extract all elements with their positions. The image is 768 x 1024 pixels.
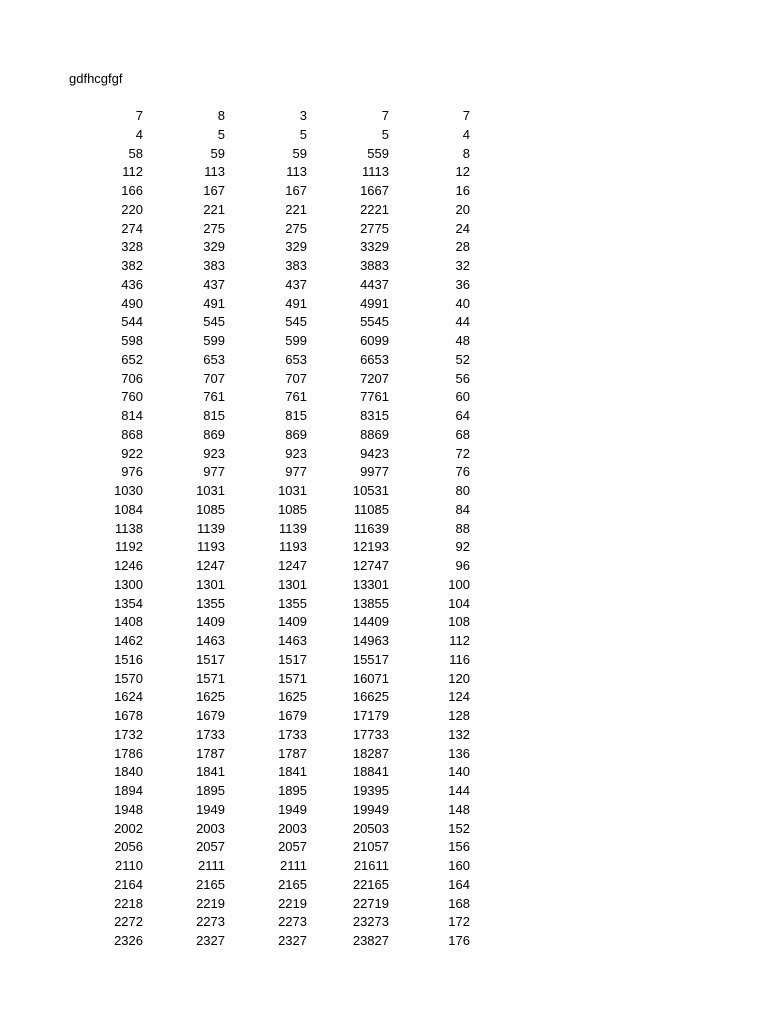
table-cell: 2273	[278, 914, 307, 930]
table-cell: 274	[121, 220, 143, 236]
table-cell: 21611	[353, 858, 389, 873]
table-row	[60, 782, 470, 801]
table-cell: 598	[121, 333, 143, 348]
table-cell: 1085	[196, 501, 225, 517]
table-cell: 124	[448, 689, 470, 705]
table-cell: 1300	[114, 576, 143, 592]
table-cell: 164	[448, 876, 470, 892]
table-cell: 7207	[360, 370, 389, 386]
table-row	[60, 538, 470, 557]
table-cell: 868	[121, 426, 143, 442]
table-cell: 1949	[278, 801, 307, 817]
table-cell: 1139	[197, 520, 225, 536]
table-cell: 12193	[352, 539, 389, 555]
table-row	[60, 613, 470, 632]
table-cell: 815	[203, 408, 225, 423]
table-cell: 7761	[360, 389, 389, 405]
table-cell: 328	[121, 239, 143, 255]
table-cell: 9423	[360, 445, 389, 461]
table-cell: 4	[462, 126, 470, 142]
table-cell: 1192	[115, 539, 143, 555]
table-cell: 1354	[114, 595, 143, 611]
table-cell: 176	[448, 933, 470, 948]
table-cell: 22719	[352, 895, 389, 911]
table-cell: 148	[448, 801, 470, 817]
table-cell: 1840	[114, 764, 143, 780]
table-cell: 976	[121, 464, 143, 480]
table-cell: 2165	[196, 876, 225, 892]
table-cell: 15517	[352, 651, 389, 667]
table-row	[60, 426, 470, 445]
table-row	[60, 876, 470, 895]
table-row	[60, 482, 470, 501]
table-row	[60, 107, 470, 126]
table-cell: 172	[448, 914, 470, 930]
table-row	[60, 276, 470, 295]
table-cell: 100	[448, 576, 470, 592]
table-cell: 1246	[114, 558, 143, 573]
table-cell: 1678	[114, 708, 143, 723]
table-cell: 7	[462, 108, 470, 123]
table-cell: 544	[121, 314, 143, 330]
table-cell: 1113	[362, 164, 389, 180]
table-row	[60, 295, 470, 314]
table-row	[60, 370, 470, 389]
table-cell: 7	[381, 108, 389, 123]
table-cell: 92	[455, 539, 470, 555]
table-cell: 23273	[352, 914, 389, 930]
table-cell: 1301	[196, 576, 225, 592]
table-cell: 167	[203, 183, 225, 198]
table-cell: 113	[286, 164, 307, 180]
table-body	[60, 107, 470, 951]
table-cell: 8869	[360, 426, 389, 442]
table-cell: 491	[203, 295, 225, 311]
table-cell: 2111	[280, 858, 307, 873]
table-row	[60, 145, 470, 164]
table-cell: 2110	[115, 858, 143, 873]
table-cell: 923	[285, 445, 307, 461]
table-cell: 68	[455, 426, 470, 442]
table-cell: 76	[455, 464, 470, 480]
table-cell: 113	[204, 164, 225, 180]
table-row	[60, 445, 470, 464]
table-cell: 23827	[352, 933, 389, 948]
table-cell: 221	[285, 201, 307, 217]
table-cell: 2218	[114, 895, 143, 911]
table-row	[60, 463, 470, 482]
table-cell: 17179	[352, 708, 389, 723]
table-row	[60, 838, 470, 857]
table-cell: 8	[217, 108, 225, 123]
table-cell: 52	[455, 351, 470, 367]
table-cell: 1786	[114, 745, 143, 761]
table-cell: 707	[285, 370, 307, 386]
table-cell: 58	[128, 145, 143, 161]
table-cell: 1949	[196, 801, 225, 817]
table-cell: 104	[448, 595, 470, 611]
table-cell: 32	[455, 258, 470, 273]
table-row	[60, 932, 470, 951]
table-cell: 977	[285, 464, 307, 480]
table-cell: 96	[455, 558, 470, 573]
table-cell: 2219	[278, 895, 307, 911]
table-cell: 168	[448, 895, 470, 911]
table-cell: 2326	[114, 933, 143, 948]
table-cell: 2775	[360, 220, 389, 236]
table-cell: 1732	[114, 726, 143, 742]
table-cell: 60	[455, 389, 470, 405]
table-row	[60, 201, 470, 220]
table-cell: 1517	[278, 651, 307, 667]
table-cell: 1787	[278, 745, 307, 761]
table-row	[60, 351, 470, 370]
table-cell: 2111	[198, 858, 225, 873]
table-cell: 24	[455, 220, 470, 236]
table-cell: 1517	[196, 651, 225, 667]
table-cell: 437	[203, 276, 225, 292]
table-cell: 275	[203, 220, 225, 236]
table-cell: 136	[448, 745, 470, 761]
table-cell: 12	[455, 164, 470, 180]
table-cell: 1571	[196, 670, 225, 686]
table-cell: 8315	[360, 408, 389, 423]
table-cell: 814	[121, 408, 143, 423]
table-cell: 1571	[278, 670, 307, 686]
table-cell: 2327	[278, 933, 307, 948]
table-row	[60, 520, 470, 539]
table-cell: 653	[203, 351, 225, 367]
table-cell: 1355	[196, 595, 225, 611]
data-table	[60, 107, 470, 951]
table-cell: 760	[121, 389, 143, 405]
table-cell: 40	[455, 295, 470, 311]
table-cell: 1409	[196, 614, 225, 630]
table-cell: 653	[285, 351, 307, 367]
table-row	[60, 763, 470, 782]
table-cell: 706	[121, 370, 143, 386]
table-cell: 18287	[352, 745, 389, 761]
table-row	[60, 501, 470, 520]
table-cell: 88	[455, 520, 470, 536]
table-cell: 977	[203, 464, 225, 480]
table-cell: 3883	[360, 258, 389, 273]
table-cell: 1841	[196, 764, 225, 780]
table-cell: 1625	[196, 689, 225, 705]
table-cell: 156	[448, 839, 470, 855]
page-title: gdfhcgfgf	[69, 71, 123, 86]
table-row	[60, 595, 470, 614]
table-cell: 1733	[196, 726, 225, 742]
table-row	[60, 726, 470, 745]
table-cell: 4	[135, 126, 143, 142]
table-cell: 112	[122, 164, 143, 180]
table-cell: 5	[299, 126, 307, 142]
table-cell: 108	[448, 614, 470, 630]
table-row	[60, 163, 470, 182]
table-row	[60, 388, 470, 407]
table-row	[60, 745, 470, 764]
table-cell: 166	[121, 183, 143, 198]
table-row	[60, 238, 470, 257]
table-cell: 490	[121, 295, 143, 311]
table-cell: 1787	[196, 745, 225, 761]
table-cell: 1139	[279, 520, 307, 536]
table-cell: 14963	[352, 633, 389, 648]
table-row	[60, 895, 470, 914]
table-cell: 2003	[278, 820, 307, 836]
table-cell: 2002	[114, 820, 143, 836]
table-row	[60, 407, 470, 426]
table-cell: 383	[203, 258, 225, 273]
table-cell: 11639	[353, 520, 389, 536]
table-cell: 72	[455, 445, 470, 461]
table-cell: 1516	[114, 651, 143, 667]
table-cell: 1895	[196, 783, 225, 798]
table-cell: 1679	[196, 708, 225, 723]
table-cell: 36	[455, 276, 470, 292]
table-cell: 761	[203, 389, 225, 405]
table-cell: 599	[285, 333, 307, 348]
table-cell: 64	[455, 408, 470, 423]
table-cell: 18841	[352, 764, 389, 780]
table-cell: 1084	[114, 501, 143, 517]
table-cell: 1733	[278, 726, 307, 742]
table-cell: 1301	[278, 576, 307, 592]
table-cell: 1625	[278, 689, 307, 705]
table-cell: 329	[203, 239, 225, 255]
table-cell: 922	[121, 445, 143, 461]
table-cell: 167	[285, 183, 307, 198]
table-cell: 16071	[352, 670, 389, 686]
table-cell: 6653	[360, 351, 389, 367]
table-cell: 120	[448, 670, 470, 686]
table-row	[60, 670, 470, 689]
table-cell: 2165	[278, 876, 307, 892]
table-cell: 14409	[352, 614, 389, 630]
table-cell: 20	[455, 201, 470, 217]
table-cell: 16625	[352, 689, 389, 705]
table-cell: 22165	[352, 876, 389, 892]
table-cell: 7	[135, 108, 143, 123]
table-cell: 1841	[278, 764, 307, 780]
table-cell: 815	[285, 408, 307, 423]
table-row	[60, 557, 470, 576]
table-row	[60, 576, 470, 595]
table-cell: 652	[121, 351, 143, 367]
table-cell: 1193	[279, 539, 307, 555]
table-cell: 1570	[114, 670, 143, 686]
table-cell: 1409	[278, 614, 307, 630]
table-cell: 128	[448, 708, 470, 723]
table-cell: 19395	[352, 783, 389, 798]
table-cell: 559	[367, 145, 389, 161]
table-cell: 84	[455, 501, 470, 517]
table-cell: 13301	[352, 576, 389, 592]
table-cell: 491	[285, 295, 307, 311]
table-cell: 10531	[352, 483, 389, 498]
table-cell: 48	[455, 333, 470, 348]
table-row	[60, 182, 470, 201]
table-cell: 221	[203, 201, 225, 217]
table-row	[60, 632, 470, 651]
table-cell: 1463	[278, 633, 307, 648]
table-cell: 2056	[114, 839, 143, 855]
table-cell: 923	[203, 445, 225, 461]
table-cell: 11085	[353, 501, 389, 517]
table-cell: 869	[285, 426, 307, 442]
table-cell: 59	[210, 145, 225, 161]
table-cell: 869	[203, 426, 225, 442]
table-row	[60, 857, 470, 876]
table-cell: 20503	[352, 820, 389, 836]
table-row	[60, 707, 470, 726]
table-cell: 140	[448, 764, 470, 780]
table-cell: 2003	[196, 820, 225, 836]
table-cell: 545	[203, 314, 225, 330]
table-cell: 1408	[114, 614, 143, 630]
table-cell: 1624	[114, 689, 143, 705]
table-cell: 56	[455, 370, 470, 386]
table-row	[60, 126, 470, 145]
table-cell: 329	[285, 239, 307, 255]
table-cell: 1667	[360, 183, 389, 198]
table-cell: 5	[217, 126, 225, 142]
table-cell: 160	[448, 858, 470, 873]
table-cell: 8	[462, 145, 470, 161]
table-cell: 3	[299, 108, 307, 123]
table-cell: 1031	[278, 483, 307, 498]
table-cell: 599	[203, 333, 225, 348]
table-row	[60, 801, 470, 820]
table-cell: 1679	[278, 708, 307, 723]
table-cell: 1247	[278, 558, 307, 573]
table-row	[60, 820, 470, 839]
table-cell: 2164	[114, 876, 143, 892]
table-cell: 13855	[352, 595, 389, 611]
table-cell: 1138	[115, 520, 143, 536]
table-cell: 9977	[360, 464, 389, 480]
table-row	[60, 913, 470, 932]
table-cell: 2219	[196, 895, 225, 911]
table-cell: 80	[455, 483, 470, 498]
table-cell: 2272	[114, 914, 143, 930]
table-cell: 1247	[196, 558, 225, 573]
table-cell: 21057	[352, 839, 389, 855]
table-cell: 5545	[360, 314, 389, 330]
table-cell: 28	[455, 239, 470, 255]
table-cell: 437	[285, 276, 307, 292]
table-cell: 1085	[278, 501, 307, 517]
table-cell: 2327	[196, 933, 225, 948]
table-row	[60, 332, 470, 351]
table-cell: 707	[203, 370, 225, 386]
table-cell: 1463	[196, 633, 225, 648]
table-cell: 1895	[278, 783, 307, 798]
table-cell: 59	[292, 145, 307, 161]
table-cell: 545	[285, 314, 307, 330]
table-cell: 132	[448, 726, 470, 742]
table-cell: 44	[455, 314, 470, 330]
table-cell: 761	[285, 389, 307, 405]
table-cell: 2221	[360, 201, 389, 217]
table-row	[60, 688, 470, 707]
table-cell: 220	[121, 201, 143, 217]
table-row	[60, 313, 470, 332]
table-cell: 5	[381, 126, 389, 142]
table-row	[60, 257, 470, 276]
table-cell: 1193	[197, 539, 225, 555]
table-cell: 4437	[360, 276, 389, 292]
table-cell: 6099	[360, 333, 389, 348]
table-row	[60, 220, 470, 239]
table-cell: 152	[448, 820, 470, 836]
table-cell: 19949	[352, 801, 389, 817]
table-cell: 1948	[114, 801, 143, 817]
table-cell: 436	[121, 276, 143, 292]
table-cell: 2273	[196, 914, 225, 930]
table-cell: 1030	[114, 483, 143, 498]
table-cell: 3329	[360, 239, 389, 255]
table-cell: 1355	[278, 595, 307, 611]
table-cell: 383	[285, 258, 307, 273]
table-cell: 2057	[278, 839, 307, 855]
table-cell: 16	[455, 183, 470, 198]
table-cell: 1031	[196, 483, 225, 498]
table-cell: 17733	[352, 726, 389, 742]
table-cell: 382	[121, 258, 143, 273]
table-row	[60, 651, 470, 670]
table-cell: 112	[449, 633, 470, 648]
table-cell: 116	[449, 651, 470, 667]
table-cell: 12747	[352, 558, 389, 573]
table-cell: 2057	[196, 839, 225, 855]
table-cell: 275	[285, 220, 307, 236]
table-cell: 1462	[114, 633, 143, 648]
table-cell: 4991	[360, 295, 389, 311]
table-cell: 1894	[114, 783, 143, 798]
table-cell: 144	[448, 783, 470, 798]
